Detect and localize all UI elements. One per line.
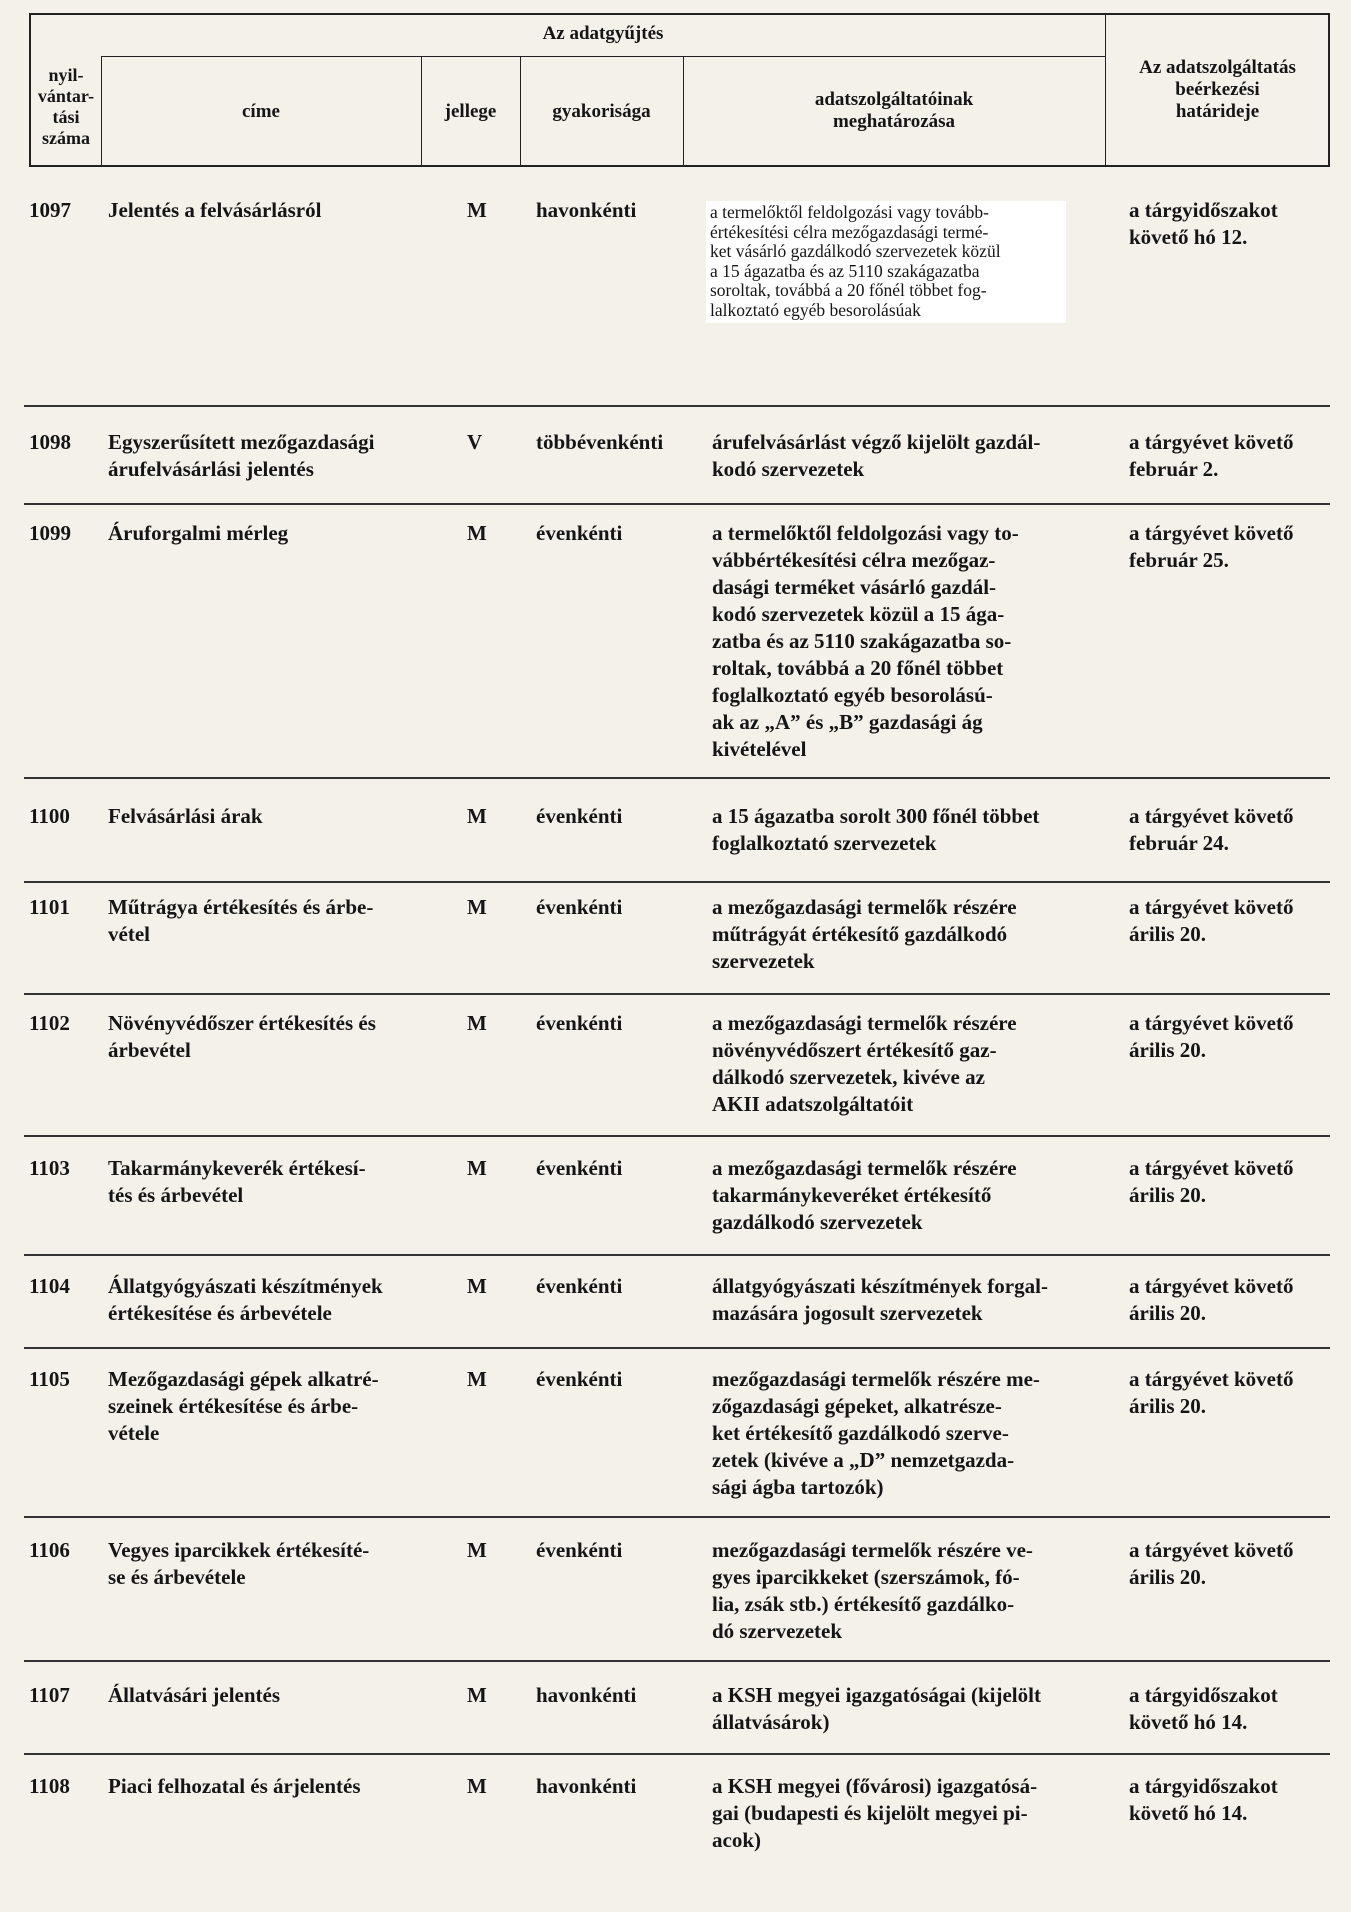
row-type: M <box>467 1274 487 1298</box>
row-providers: a mezőgazdasági termelők részére növényvédőszert értékesítő gaz- dálkodó szervezetek, kivéve az AKII adatszolgáltatóit <box>712 1011 1017 1116</box>
row-number: 1107 <box>29 1683 70 1707</box>
row-type: M <box>467 1538 487 1562</box>
row-deadline: a tárgyévet követő árilis 20. <box>1129 1274 1294 1325</box>
row-title: Növényvédőszer értékesítés és árbevétel <box>108 1011 376 1062</box>
row-deadline: a tárgyidőszakot követő hó 14. <box>1129 1774 1278 1825</box>
row-divider <box>24 1753 1330 1755</box>
row-type: M <box>467 1367 487 1391</box>
row-providers: a termelőktől feldolgozási vagy tovább- értékesítési célra mezőgazdasági termé- ket vásárló gazdálkodó szervezetek közül a 15 ágazatba és az 5110 szakágazatba soroltak, továbbá a 20 főnél többet fog- lalkoztató egyéb besorolásúak <box>706 201 1066 323</box>
row-divider <box>24 503 1330 505</box>
row-divider <box>24 1660 1330 1662</box>
row-number: 1102 <box>29 1011 70 1035</box>
row-deadline: a tárgyévet követő árilis 20. <box>1129 1156 1294 1207</box>
row-divider <box>24 1135 1330 1137</box>
row-type: M <box>467 521 487 545</box>
row-deadline: a tárgyévet követő árilis 20. <box>1129 1367 1294 1418</box>
row-deadline: a tárgyidőszakot követő hó 12. <box>1129 198 1278 249</box>
row-divider <box>24 881 1330 883</box>
row-title: Piaci felhozatal és árjelentés <box>108 1774 361 1798</box>
row-frequency: évenkénti <box>536 1274 623 1298</box>
row-type: V <box>467 430 483 454</box>
row-type: M <box>467 895 487 919</box>
row-type: M <box>467 198 487 222</box>
row-deadline: a tárgyévet követő árilis 20. <box>1129 895 1294 946</box>
row-number: 1100 <box>29 804 70 828</box>
row-providers: a mezőgazdasági termelők részére műtrágyát értékesítő gazdálkodó szervezetek <box>712 895 1017 973</box>
row-type: M <box>467 1774 487 1798</box>
row-title: Takarmánykeverék értékesí- tés és árbevétel <box>108 1156 366 1207</box>
row-type: M <box>467 1156 487 1180</box>
row-providers: mezőgazdasági termelők részére ve- gyes iparcikkeket (szerszámok, fó- lia, zsák stb.) értékesítő gazdálko- dó szervezetek <box>712 1538 1033 1643</box>
row-number: 1103 <box>29 1156 70 1180</box>
row-divider <box>24 1347 1330 1349</box>
row-frequency: többévenkénti <box>536 430 664 454</box>
row-providers: a termelőktől feldolgozási vagy to- vábbértékesítési célra mezőgaz- dasági terméket vásárló gazdál- kodó szervezetek közül a 15 ága- zatba és az 5110 szakágazatba so- roltak, továbbá a 20 főnél többet foglalkoztató egyéb besorolású- ak az „A” és „B” gazdasági ág kivételével <box>712 521 1019 761</box>
row-providers: a mezőgazdasági termelők részére takarmánykeveréket értékesítő gazdálkodó szervezetek <box>712 1156 1017 1234</box>
row-title: Áruforgalmi mérleg <box>108 521 289 545</box>
row-frequency: évenkénti <box>536 521 623 545</box>
row-divider <box>24 1254 1330 1256</box>
row-frequency: évenkénti <box>536 804 623 828</box>
row-deadline: a tárgyévet követő árilis 20. <box>1129 1538 1294 1589</box>
row-number: 1099 <box>29 521 71 545</box>
header-col-type: jellege <box>444 101 497 122</box>
row-providers: a KSH megyei (fővárosi) igazgatósá- gai (budapesti és kijelölt megyei pi- acok) <box>712 1774 1038 1852</box>
row-number: 1108 <box>29 1774 70 1798</box>
row-deadline: a tárgyidőszakot követő hó 14. <box>1129 1683 1278 1734</box>
row-deadline: a tárgyévet követő árilis 20. <box>1129 1011 1294 1062</box>
row-type: M <box>467 804 487 828</box>
row-title: Jelentés a felvásárlásról <box>108 198 322 222</box>
row-title: Mezőgazdasági gépek alkatré- szeinek értékesítése és árbe- vétele <box>108 1367 379 1445</box>
row-frequency: évenkénti <box>536 1011 623 1035</box>
row-providers: mezőgazdasági termelők részére me- zőgazdasági gépeket, alkatrésze- ket értékesítő gazdálkodó szerve- zetek (kivéve a „D” nemzetgazda- sági ágba tartozók) <box>712 1367 1040 1499</box>
row-frequency: havonkénti <box>536 198 637 222</box>
row-deadline: a tárgyévet követő február 25. <box>1129 521 1294 572</box>
header-col-number: nyil- vántar- tási száma <box>37 65 95 148</box>
row-type: M <box>467 1011 487 1035</box>
row-title: Állatgyógyászati készítmények értékesítése és árbevétele <box>108 1274 383 1325</box>
row-frequency: évenkénti <box>536 1156 623 1180</box>
row-number: 1106 <box>29 1538 70 1562</box>
row-providers: a KSH megyei igazgatóságai (kijelölt állatvásárok) <box>712 1683 1041 1734</box>
row-deadline: a tárgyévet követő február 24. <box>1129 804 1294 855</box>
header-col-frequency: gyakorisága <box>552 101 651 122</box>
row-frequency: évenkénti <box>536 895 623 919</box>
row-number: 1098 <box>29 430 71 454</box>
row-divider <box>24 405 1330 407</box>
row-frequency: évenkénti <box>536 1538 623 1562</box>
row-divider <box>24 777 1330 779</box>
row-frequency: évenkénti <box>536 1367 623 1391</box>
row-number: 1104 <box>29 1274 70 1298</box>
row-title: Vegyes iparcikkek értékesíté- se és árbevétele <box>108 1538 370 1589</box>
row-number: 1101 <box>29 895 70 919</box>
row-frequency: havonkénti <box>536 1774 637 1798</box>
row-number: 1097 <box>29 198 71 222</box>
row-providers: állatgyógyászati készítmények forgal- mazására jogosult szervezetek <box>712 1274 1048 1325</box>
row-divider <box>24 1516 1330 1518</box>
row-deadline: a tárgyévet követő február 2. <box>1129 430 1294 481</box>
row-title: Műtrágya értékesítés és árbe- vétel <box>108 895 374 946</box>
row-providers: árufelvásárlást végző kijelölt gazdál- kodó szervezetek <box>712 430 1041 481</box>
row-providers: a 15 ágazatba sorolt 300 főnél többet foglalkoztató szervezetek <box>712 804 1040 855</box>
row-number: 1105 <box>29 1367 70 1391</box>
header-col-title: címe <box>242 101 280 122</box>
row-title: Egyszerűsített mezőgazdasági árufelvásárlási jelentés <box>108 430 375 481</box>
row-type: M <box>467 1683 487 1707</box>
row-title: Felvásárlási árak <box>108 804 263 828</box>
header-col-deadline: Az adatszolgáltatás beérkezési határideje <box>1139 57 1296 122</box>
row-frequency: havonkénti <box>536 1683 637 1707</box>
header-col-providers: adatszolgáltatóinak meghatározása <box>814 89 974 132</box>
header-group-title: Az adatgyűjtés <box>542 23 664 44</box>
row-divider <box>24 993 1330 995</box>
row-title: Állatvásári jelentés <box>108 1683 281 1707</box>
